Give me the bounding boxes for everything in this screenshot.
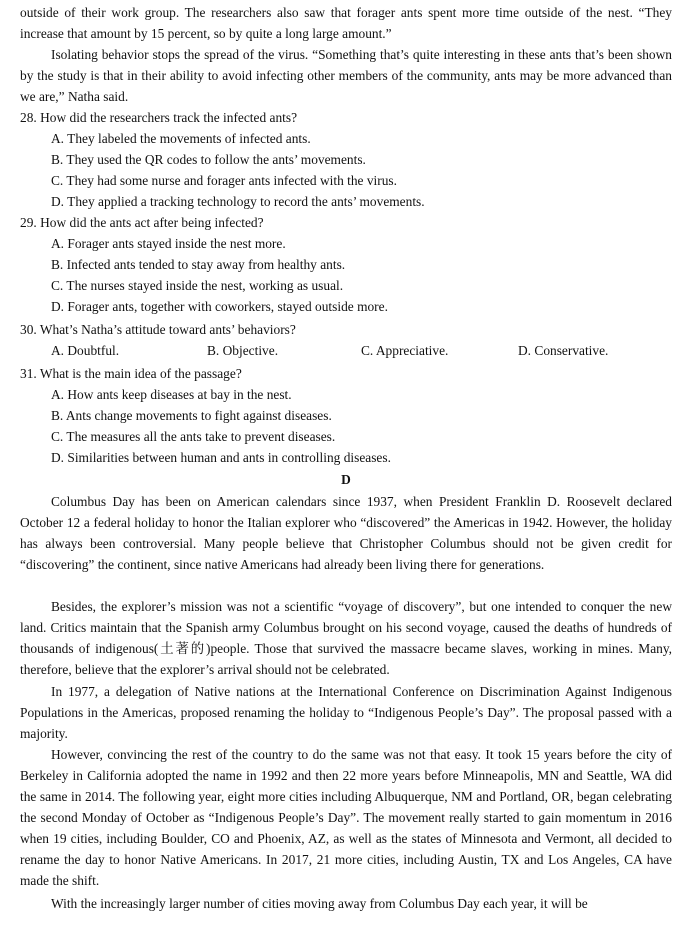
option-30-b: B. Objective. [207, 343, 279, 358]
option-30-d: D. Conservative. [518, 343, 609, 358]
section-heading: D [341, 472, 351, 487]
passage-d-paragraph-5: With the increasingly larger number of cities moving away from Columbus Day each year, it will be [51, 896, 588, 911]
question-31 [20, 363, 672, 384]
option-31-d: D. Similarities between human and ants in controlling diseases. [51, 450, 391, 465]
option-31-b: B. Ants change movements to fight against diseases. [51, 408, 332, 423]
option-28-d: D. They applied a tracking technology to record the ants’ movements. [51, 194, 425, 209]
option-30-a: A. Doubtful. [51, 343, 120, 358]
question-28 [20, 107, 672, 128]
question-number: 29. [20, 215, 37, 230]
option-29-d: D. Forager ants, together with coworkers, stayed outside more. [51, 299, 388, 314]
option-29-b: B. Infected ants tended to stay away from healthy ants. [51, 257, 346, 272]
question-number: 28. [20, 110, 37, 125]
passage-c-paragraph: outside of their work group. The researchers also saw that forager ants spent more time outside of the nest. “They increase that amount by 15 percent, so by quite a long large amount.” [20, 5, 672, 42]
passage-d-paragraph-1: Columbus Day has been on American calendars since 1937, when President Franklin D. Roosevelt declared October 12 a federal holiday to honor the Italian explorer who “discovered” the Americas in 1942. However, the holiday has always been controversial. Many people believe that Christopher Columbus should not be given credit for “discovering” the continent, since native Americans had already been living there for generations. [20, 494, 672, 573]
option-30-c: C. Appreciative. [361, 343, 449, 358]
passage-d-paragraph-4: However, convincing the rest of the country to do the same was not that easy. It took 15 years before the city of Berkeley in California adopted the name in 1992 and then 22 more years before Minneapolis, MN and Seattle, WA did the same in 2014. The following year, eight more cities including Albuquerque, NM and Portland, OR, began celebrating the second Monday of October as “Indigenous People’s Day”. The movement really started to gain momentum in 2016 when 19 cities, including Boulder, CO and Phoenix, AZ, as well as the states of Minnesota and Vermont, all decided to rename the day to honor Native Americans. In 2017, 21 more cities, including Austin, TX and Los Angeles, CA have made the shift. [20, 747, 672, 889]
option-28-a: A. They labeled the movements of infected ants. [51, 131, 311, 146]
passage-c-paragraph: Isolating behavior stops the spread of the virus. “Something that’s quite interesting in these ants that’s been shown by the study is that in their ability to avoid infecting other members of the community, ants may be more advanced than we are,” Natha said. [20, 47, 672, 105]
option-31-c: C. The measures all the ants take to prevent diseases. [51, 429, 336, 444]
question-30 [20, 319, 672, 340]
option-29-a: A. Forager ants stayed inside the nest more. [51, 236, 286, 251]
question-text: How did the ants act after being infected? [40, 215, 264, 230]
question-text: How did the researchers track the infected ants? [40, 110, 298, 125]
option-28-c: C. They had some nurse and forager ants infected with the virus. [51, 173, 397, 188]
question-text: What’s Natha’s attitude toward ants’ behaviors? [39, 322, 296, 337]
question-number: 30. [20, 322, 37, 337]
option-28-b: B. They used the QR codes to follow the ants’ movements. [51, 152, 366, 167]
passage-d-paragraph-2: Besides, the explorer’s mission was not a scientific “voyage of discovery”, but one intended to conquer the new land. Critics maintain that the Spanish army Columbus brought on his second voyage, caused the deaths of hundreds of thousands of indigenous(土著的)people. Those that survived the massacre became slaves, working in mines. Many, therefore, believe that the explorer’s arrival should not be celebrated. [20, 599, 672, 678]
option-31-a: A. How ants keep diseases at bay in the nest. [51, 387, 292, 402]
passage-d-paragraph-3: In 1977, a delegation of Native nations at the International Conference on Discrimination Against Indigenous Populations in the Americas, proposed renaming the holiday to “Indigenous People’s Day”. The proposal passed with a majority. [20, 684, 672, 742]
option-29-c: C. The nurses stayed inside the nest, working as usual. [51, 278, 344, 293]
question-number: 31. [20, 366, 37, 381]
question-text: What is the main idea of the passage? [39, 366, 242, 381]
question-29 [20, 212, 672, 233]
